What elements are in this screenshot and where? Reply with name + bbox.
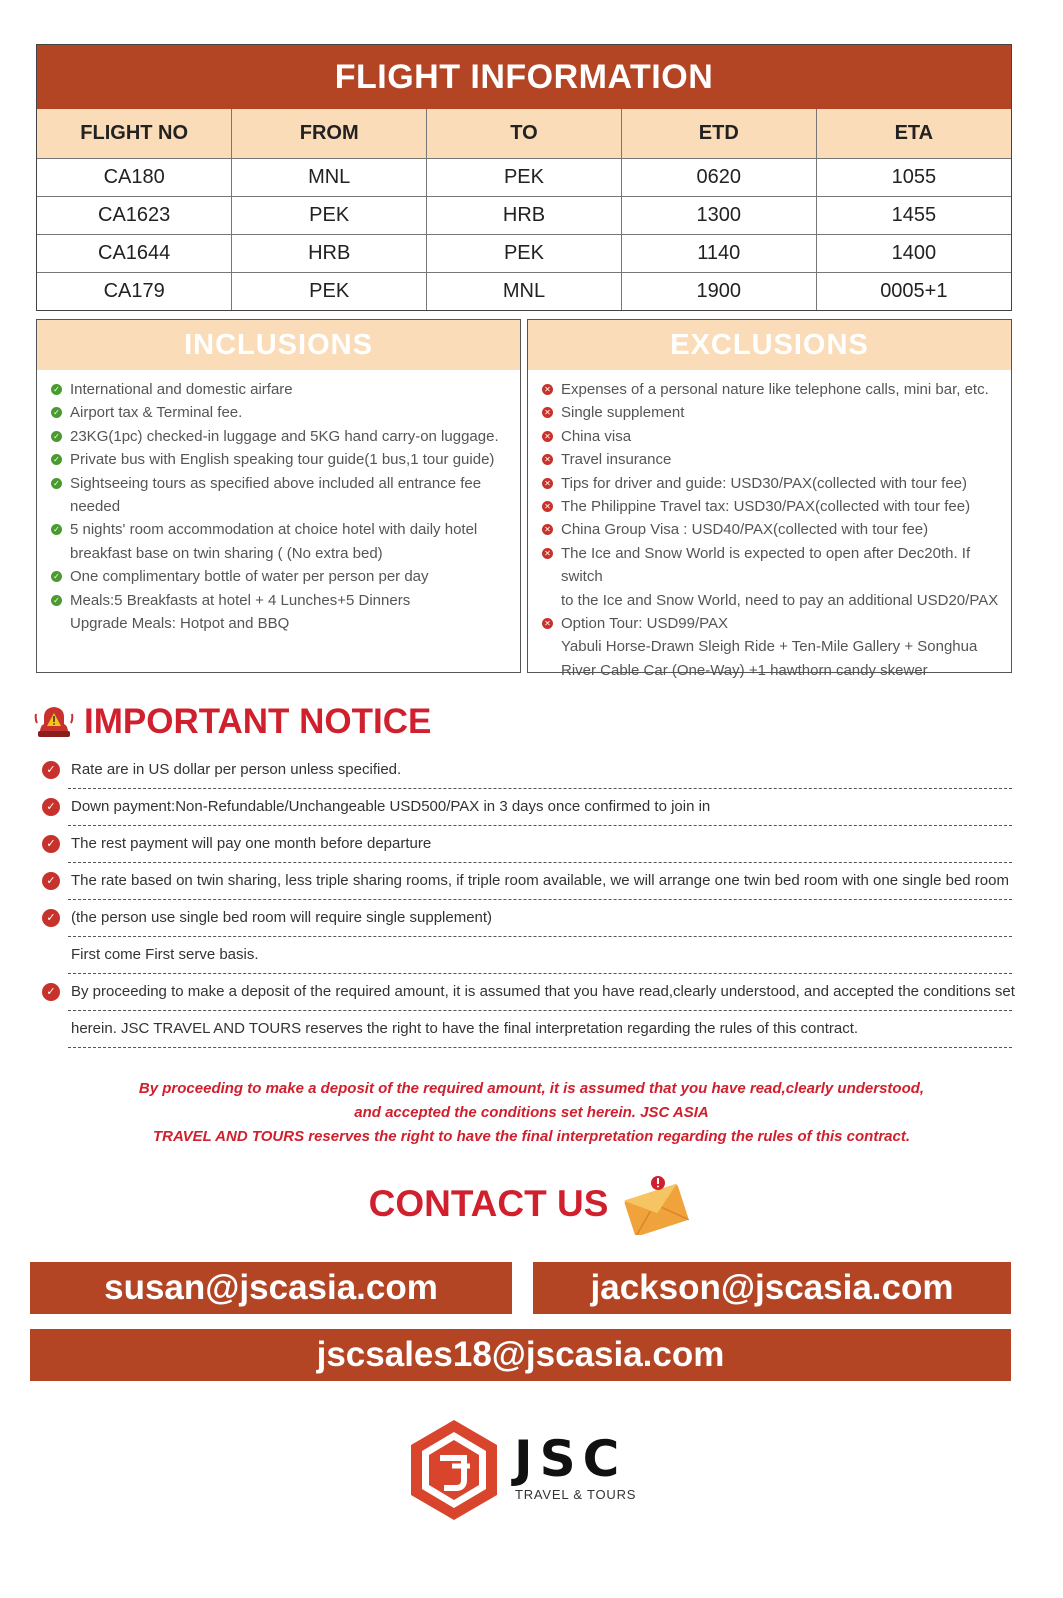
cell-from: PEK bbox=[232, 273, 427, 311]
exclusions-title: EXCLUSIONS bbox=[528, 320, 1011, 370]
check-circle-icon: ✓ bbox=[42, 761, 60, 779]
list-item bbox=[540, 378, 1003, 401]
notice-text: By proceeding to make a deposit of the required amount, it is assumed that you have read,clearly understood, and accepted the conditions set bbox=[71, 983, 1015, 1000]
notice-text: Rate are in US dollar per person unless specified. bbox=[71, 761, 402, 778]
notice-text: Down payment:Non-Refundable/Unchangeable USD500/PAX in 3 days once confirmed to join in bbox=[71, 798, 711, 815]
cell-eta: 1055 bbox=[816, 159, 1011, 197]
list-item bbox=[49, 518, 512, 565]
cross-icon: ✕ bbox=[542, 618, 553, 629]
inclusion-text: Meals:5 Breakfasts at hotel + 4 Lunches+5 Dinners bbox=[70, 591, 411, 609]
jsc-hexagon-logo-icon bbox=[408, 1418, 500, 1522]
list-item bbox=[540, 612, 1003, 682]
inclusion-text-cont: breakfast base on twin sharing ( (No extra bed) bbox=[70, 544, 383, 562]
col-etd: ETD bbox=[621, 109, 816, 159]
list-item bbox=[540, 448, 1003, 471]
notice-text: First come First serve basis. bbox=[71, 946, 259, 963]
cell-eta: 1455 bbox=[816, 197, 1011, 235]
list-item bbox=[540, 472, 1003, 495]
inclusion-text: International and domestic airfare bbox=[70, 381, 293, 398]
check-icon: ✓ bbox=[51, 454, 62, 465]
cell-flight-no: CA1644 bbox=[37, 235, 232, 273]
cell-from: MNL bbox=[232, 159, 427, 197]
cell-flight-no: CA179 bbox=[37, 273, 232, 311]
cross-icon: ✕ bbox=[542, 478, 553, 489]
cell-from: PEK bbox=[232, 197, 427, 235]
inclusions-list bbox=[37, 370, 520, 635]
notice-row bbox=[46, 900, 1012, 937]
exclusion-text: Expenses of a personal nature like telephone calls, mini bar, etc. bbox=[561, 381, 989, 398]
notice-row bbox=[68, 1011, 1012, 1048]
table-row bbox=[37, 197, 1011, 235]
cell-flight-no: CA180 bbox=[37, 159, 232, 197]
table-row bbox=[37, 273, 1011, 311]
inclusion-text: 5 nights' room accommodation at choice hotel with daily hotel bbox=[70, 521, 478, 539]
logo-tagline: TRAVEL & TOURS bbox=[515, 1487, 637, 1502]
inclusion-text-cont: Upgrade Meals: Hotpot and BBQ bbox=[70, 615, 290, 633]
cross-icon: ✕ bbox=[542, 431, 553, 442]
disclaimer-line: By proceeding to make a deposit of the required amount, it is assumed that you have read,clearly understood, bbox=[138, 1080, 925, 1097]
cell-to: PEK bbox=[427, 235, 622, 273]
logo-name: JSC bbox=[514, 1430, 627, 1488]
cell-etd: 0620 bbox=[621, 159, 816, 197]
list-item bbox=[540, 495, 1003, 518]
list-item bbox=[49, 425, 512, 448]
notice-row bbox=[46, 826, 1012, 863]
check-icon: ✓ bbox=[51, 431, 62, 442]
list-item bbox=[49, 589, 512, 636]
cell-eta: 0005+1 bbox=[880, 280, 948, 302]
notice-text: The rate based on twin sharing, less triple sharing rooms, if triple room available, we will arrange one twin bed room with one single bed room bbox=[71, 872, 1009, 889]
cell-etd: 1300 bbox=[621, 197, 816, 235]
notice-text: The rest payment will pay one month before departure bbox=[71, 835, 432, 852]
check-icon: ✓ bbox=[51, 524, 62, 535]
exclusion-text: Travel insurance bbox=[561, 451, 672, 469]
email-sales-link[interactable]: jscsales18@jscasia.com bbox=[30, 1329, 1011, 1381]
table-row bbox=[37, 235, 1011, 273]
col-flight-no: FLIGHT NO bbox=[37, 109, 232, 159]
contact-header bbox=[0, 1172, 1063, 1236]
cell-to: MNL bbox=[427, 273, 622, 311]
notice-row bbox=[46, 752, 1012, 789]
check-circle-icon: ✓ bbox=[42, 872, 60, 890]
col-eta: ETA bbox=[816, 109, 1011, 159]
contact-title: CONTACT US bbox=[368, 1183, 609, 1224]
email-jackson-link[interactable]: jackson@jscasia.com bbox=[533, 1262, 1011, 1314]
inclusions-title: INCLUSIONS bbox=[37, 320, 520, 370]
check-icon: ✓ bbox=[51, 384, 62, 395]
notice-text: (the person use single bed room will require single supplement) bbox=[71, 909, 493, 926]
notice-row bbox=[46, 974, 1015, 1011]
cell-to: PEK bbox=[427, 159, 622, 197]
notice-list bbox=[40, 752, 1015, 1048]
list-item bbox=[49, 378, 512, 401]
disclaimer-line: TRAVEL AND TOURS reserves the right to have the final interpretation regarding the rules of this contract. bbox=[152, 1128, 911, 1145]
list-item bbox=[49, 448, 512, 471]
exclusion-text-cont: River Cable Car (One-Way) +1 hawthorn candy skewer bbox=[561, 661, 928, 679]
notice-title: IMPORTANT NOTICE bbox=[84, 702, 432, 741]
company-logo bbox=[408, 1418, 648, 1522]
notice-row bbox=[46, 789, 1012, 826]
cross-icon: ✕ bbox=[542, 548, 553, 559]
exclusion-text: Single supplement bbox=[561, 404, 685, 422]
cell-etd: 1900 bbox=[621, 273, 816, 311]
inclusion-text-cont: needed bbox=[70, 498, 121, 516]
list-item bbox=[49, 472, 512, 519]
notice-header bbox=[34, 700, 431, 744]
cell-eta: 1400 bbox=[816, 235, 1011, 273]
exclusions-list bbox=[528, 370, 1011, 682]
cross-icon: ✕ bbox=[542, 384, 553, 395]
alarm-bell-icon bbox=[34, 702, 74, 742]
flight-grid bbox=[37, 109, 1011, 310]
exclusion-text: The Philippine Travel tax: USD30/PAX(collected with tour fee) bbox=[561, 498, 971, 516]
inclusions-box bbox=[36, 319, 521, 673]
list-item bbox=[540, 425, 1003, 448]
exclusion-text: China visa bbox=[561, 427, 632, 445]
check-icon: ✓ bbox=[51, 571, 62, 582]
flight-header-row bbox=[37, 109, 1011, 159]
notice-row bbox=[46, 863, 1012, 900]
cross-icon: ✕ bbox=[542, 501, 553, 512]
list-item bbox=[49, 401, 512, 424]
check-circle-icon: ✓ bbox=[42, 983, 60, 1001]
exclusion-text: The Ice and Snow World is expected to open after Dec20th. If switch bbox=[561, 544, 971, 586]
email-susan-link[interactable]: susan@jscasia.com bbox=[30, 1262, 512, 1314]
exclusion-text: Tips for driver and guide: USD30/PAX(collected with tour fee) bbox=[561, 474, 968, 492]
col-from: FROM bbox=[232, 109, 427, 159]
list-item bbox=[540, 542, 1003, 612]
check-circle-icon: ✓ bbox=[42, 909, 60, 927]
cell-etd: 1140 bbox=[621, 235, 816, 273]
inclusion-text: Private bus with English speaking tour guide(1 bus,1 tour guide) bbox=[70, 451, 495, 469]
inclusion-text: Airport tax & Terminal fee. bbox=[70, 404, 243, 422]
envelope-icon bbox=[620, 1173, 694, 1235]
cross-icon: ✕ bbox=[542, 407, 553, 418]
notice-row bbox=[68, 937, 1012, 974]
check-icon: ✓ bbox=[51, 478, 62, 489]
cell-from: HRB bbox=[232, 235, 427, 273]
check-icon: ✓ bbox=[51, 407, 62, 418]
exclusion-text-cont: to the Ice and Snow World, need to pay an additional USD20/PAX bbox=[561, 591, 999, 609]
list-item bbox=[49, 565, 512, 588]
table-row bbox=[37, 159, 1011, 197]
list-item bbox=[540, 401, 1003, 424]
cell-flight-no: CA1623 bbox=[37, 197, 232, 235]
flight-information-table bbox=[36, 44, 1012, 311]
notice-text: herein. JSC TRAVEL AND TOURS reserves the right to have the final interpretation regarding the rules of this contract. bbox=[71, 1020, 859, 1037]
disclaimer bbox=[60, 1077, 1003, 1149]
check-icon: ✓ bbox=[51, 595, 62, 606]
cross-icon: ✕ bbox=[542, 454, 553, 465]
cell-to: HRB bbox=[427, 197, 622, 235]
check-circle-icon: ✓ bbox=[42, 835, 60, 853]
exclusion-text: Option Tour: USD99/PAX bbox=[561, 615, 729, 633]
exclusion-text-cont: Yabuli Horse-Drawn Sleigh Ride + Ten-Mile Gallery + Songhua bbox=[561, 638, 978, 656]
list-item bbox=[540, 518, 1003, 541]
inclusion-text: One complimentary bottle of water per person per day bbox=[70, 568, 429, 586]
exclusions-box bbox=[527, 319, 1012, 679]
col-to: TO bbox=[427, 109, 622, 159]
flight-title: FLIGHT INFORMATION bbox=[37, 45, 1011, 109]
inclusion-text: 23KG(1pc) checked-in luggage and 5KG hand carry-on luggage. bbox=[70, 427, 499, 445]
disclaimer-line: and accepted the conditions set herein. JSC ASIA bbox=[354, 1104, 709, 1121]
check-circle-icon: ✓ bbox=[42, 798, 60, 816]
cross-icon: ✕ bbox=[542, 524, 553, 535]
inclusion-text: Sightseeing tours as specified above included all entrance fee bbox=[70, 474, 482, 492]
exclusion-text: China Group Visa : USD40/PAX(collected with tour fee) bbox=[561, 521, 929, 539]
